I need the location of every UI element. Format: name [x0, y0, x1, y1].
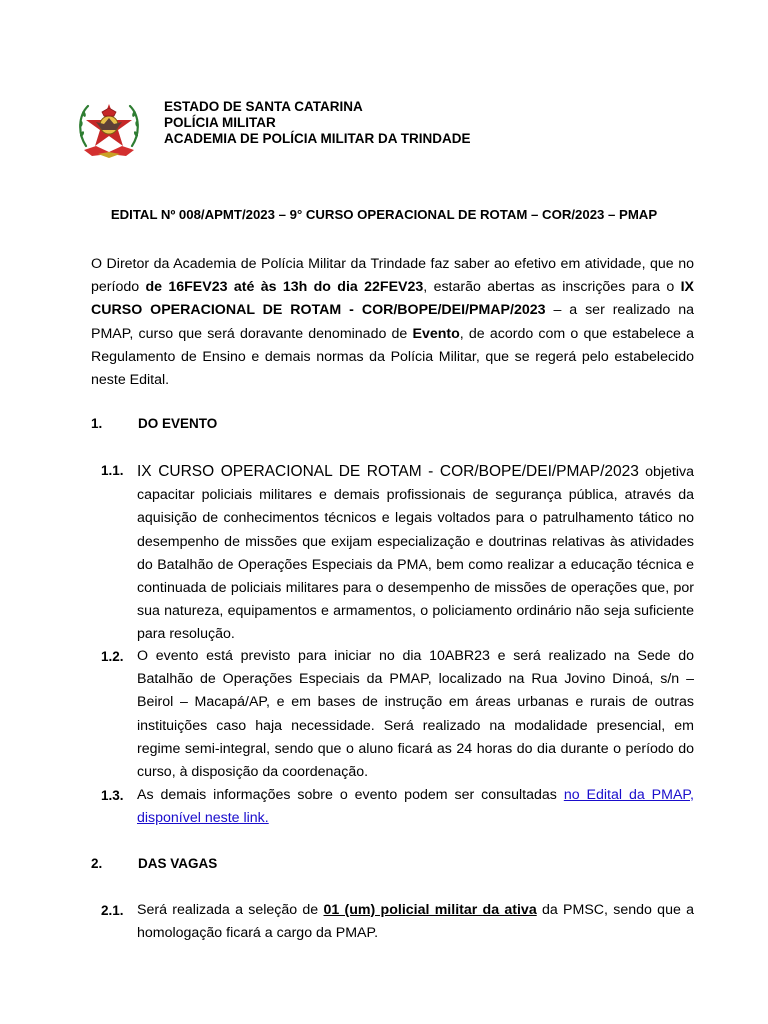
item-2-1-vacancy: 01 (um) policial militar da ativa	[323, 902, 537, 918]
item-2-1-number: 2.1.	[101, 903, 124, 918]
section2-heading: DAS VAGAS	[138, 856, 218, 871]
section1-number: 1.	[91, 416, 103, 431]
header-academy: ACADEMIA DE POLÍCIA MILITAR DA TRINDADE	[164, 131, 471, 146]
intro-period: de 16FEV23 até às 13h do dia 22FEV23	[145, 279, 424, 296]
intro-text-4: , de acordo com o que estabelece a Regulamento de Ensino e demais normas da Polícia Militar, que se regerá pelo estabelecido neste Edital.	[91, 325, 694, 389]
edital-pmap-link[interactable]: no Edital da PMAP, disponível neste link.	[137, 787, 694, 827]
item-1-2-number: 1.2.	[101, 649, 124, 664]
section1-heading: DO EVENTO	[138, 416, 218, 431]
intro-text-2: , estarão abertas as inscrições para o	[423, 279, 681, 296]
item-1-1-course: IX CURSO OPERACIONAL DE ROTAM - COR/BOPE/DEI/PMAP/2023	[137, 463, 639, 480]
item-1-1-number: 1.1.	[101, 463, 124, 478]
intro-course-name: IX CURSO OPERACIONAL DE ROTAM - COR/BOPE/DEI/PMAP/2023	[91, 279, 694, 319]
institution-header	[164, 99, 471, 147]
intro-evento: Evento	[412, 325, 460, 342]
item-1-1-text	[137, 460, 694, 647]
intro-text-1: O Diretor da Academia de Polícia Militar da Trindade faz saber ao efetivo em atividade, que no período	[91, 256, 694, 296]
section2-number: 2.	[91, 856, 103, 871]
item-2-1-text-1: Será realizada a seleção de	[137, 902, 324, 918]
item-1-3-body: As demais informações sobre o evento podem ser consultadas	[137, 787, 564, 803]
intro-text-3: – a ser realizado na PMAP, curso que será doravante denominado de	[91, 302, 694, 342]
item-1-1-body: objetiva capacitar policiais militares e demais profissionais de segurança pública, através da aquisição de conhecimentos técnicos e legais voltados para o patrulhamento tático no desempenho de missões que exijam especialização e doutrinas relativas às atividades do Batalhão de Operações Especiais da PMA, bem como realizar a educação técnica e continuada de policiais militares para o desempenho de missões de operações que, por sua natureza, equipamentos e armamentos, o policiamento ordinário não seja suficiente para resolução.	[137, 464, 695, 643]
item-2-1-text-2: da PMSC, sendo que a homologação ficará a cargo da PMAP.	[137, 902, 695, 942]
item-1-3-text	[137, 784, 694, 830]
item-2-1-text	[137, 899, 694, 945]
item-1-3-number: 1.3.	[101, 788, 124, 803]
item-1-2-text: O evento está previsto para iniciar no dia 10ABR23 e será realizado na Sede do Batalhão de Operações Especiais da PMAP, localizado na Rua Jovino Dinoá, s/n – Beirol – Macapá/AP, e em bases de instrução em áreas urbanas e rurais de outras instituições caso haja necessidade. Será realizado na modalidade presencial, em regime semi-integral, sendo que o aluno ficará as 24 horas do dia durante o período do curso, à disposição da coordenação.	[137, 648, 694, 781]
intro-paragraph	[91, 253, 694, 392]
state-coat-of-arms-icon	[76, 94, 142, 162]
edital-title: EDITAL Nº 008/APMT/2023 – 9° CURSO OPERACIONAL DE ROTAM – COR/2023 – PMAP	[110, 207, 658, 222]
header-police: POLÍCIA MILITAR	[164, 115, 276, 130]
header-state: ESTADO DE SANTA CATARINA	[164, 99, 363, 114]
